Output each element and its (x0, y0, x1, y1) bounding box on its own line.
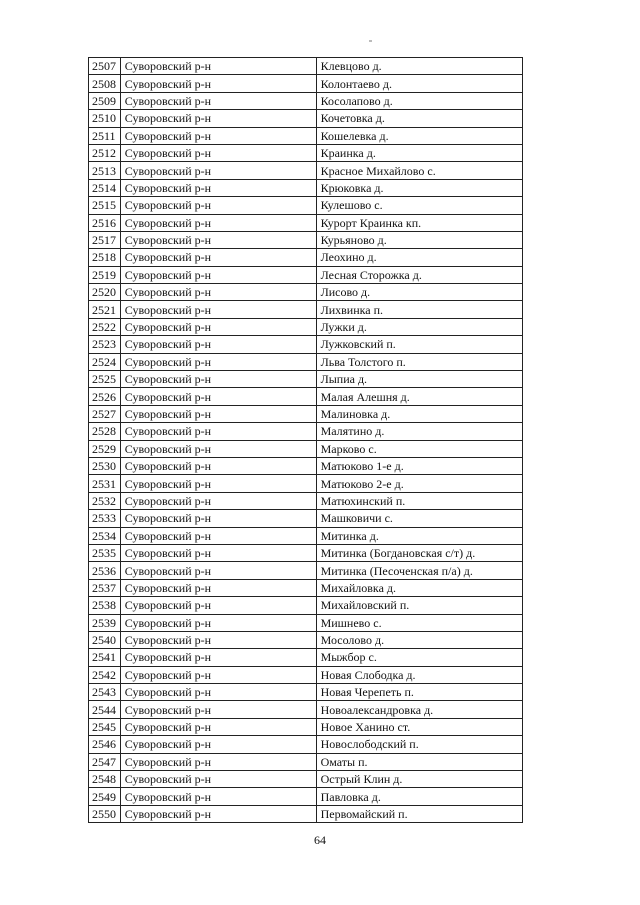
row-number-cell: 2517 (89, 231, 121, 248)
table-row (89, 805, 523, 822)
district-cell: Суворовский р-н (120, 457, 316, 474)
district-cell: Суворовский р-н (120, 318, 316, 335)
settlement-cell: Мосолово д. (316, 631, 522, 648)
table-row (89, 457, 523, 474)
table-row (89, 579, 523, 596)
settlement-cell: Краинка д. (316, 144, 522, 161)
district-cell: Суворовский р-н (120, 371, 316, 388)
district-cell: Суворовский р-н (120, 579, 316, 596)
table-row (89, 231, 523, 248)
district-cell: Суворовский р-н (120, 197, 316, 214)
table-row (89, 562, 523, 579)
settlement-cell: Лужковский п. (316, 336, 522, 353)
row-number-cell: 2514 (89, 179, 121, 196)
settlement-cell: Митинка (Богдановская с/т) д. (316, 544, 522, 561)
row-number-cell: 2544 (89, 701, 121, 718)
district-cell: Суворовский р-н (120, 179, 316, 196)
row-number-cell: 2522 (89, 318, 121, 335)
row-number-cell: 2507 (89, 58, 121, 75)
settlement-cell: Малиновка д. (316, 405, 522, 422)
settlement-cell: Новослободский п. (316, 736, 522, 753)
table-row (89, 440, 523, 457)
district-cell: Суворовский р-н (120, 214, 316, 231)
settlement-cell: Павловка д. (316, 788, 522, 805)
row-number-cell: 2534 (89, 527, 121, 544)
district-cell: Суворовский р-н (120, 701, 316, 718)
settlement-cell: Матюково 1-е д. (316, 457, 522, 474)
row-number-cell: 2547 (89, 753, 121, 770)
settlement-cell: Лихвинка п. (316, 301, 522, 318)
settlement-cell: Косолапово д. (316, 92, 522, 109)
table-row (89, 214, 523, 231)
district-cell: Суворовский р-н (120, 788, 316, 805)
settlement-cell: Лужки д. (316, 318, 522, 335)
row-number-cell: 2518 (89, 249, 121, 266)
row-number-cell: 2533 (89, 510, 121, 527)
settlement-cell: Михайловский п. (316, 597, 522, 614)
district-cell: Суворовский р-н (120, 597, 316, 614)
district-cell: Суворовский р-н (120, 336, 316, 353)
table-row (89, 510, 523, 527)
table-row (89, 788, 523, 805)
settlement-cell: Михайловка д. (316, 579, 522, 596)
table-row (89, 631, 523, 648)
settlement-cell: Малятино д. (316, 423, 522, 440)
table-row (89, 162, 523, 179)
district-cell: Суворовский р-н (120, 92, 316, 109)
district-cell: Суворовский р-н (120, 771, 316, 788)
table-row (89, 92, 523, 109)
district-cell: Суворовский р-н (120, 249, 316, 266)
settlement-cell: Кулешово с. (316, 197, 522, 214)
row-number-cell: 2520 (89, 284, 121, 301)
table-row (89, 58, 523, 75)
row-number-cell: 2524 (89, 353, 121, 370)
settlement-cell: Красное Михайлово с. (316, 162, 522, 179)
settlement-cell: Кошелевка д. (316, 127, 522, 144)
row-number-cell: 2550 (89, 805, 121, 822)
row-number-cell: 2543 (89, 684, 121, 701)
table-row (89, 597, 523, 614)
district-cell: Суворовский р-н (120, 266, 316, 283)
row-number-cell: 2536 (89, 562, 121, 579)
settlement-cell: Острый Клин д. (316, 771, 522, 788)
table-row (89, 110, 523, 127)
settlement-cell: Митинка (Песоченская п/а) д. (316, 562, 522, 579)
settlement-cell: Матюхинский п. (316, 492, 522, 509)
row-number-cell: 2530 (89, 457, 121, 474)
row-number-cell: 2515 (89, 197, 121, 214)
district-cell: Суворовский р-н (120, 562, 316, 579)
district-cell: Суворовский р-н (120, 301, 316, 318)
settlement-cell: Новая Черепеть п. (316, 684, 522, 701)
district-cell: Суворовский р-н (120, 144, 316, 161)
district-cell: Суворовский р-н (120, 353, 316, 370)
district-cell: Суворовский р-н (120, 110, 316, 127)
table-body (89, 58, 523, 823)
row-number-cell: 2529 (89, 440, 121, 457)
table-row (89, 388, 523, 405)
settlement-cell: Оматы п. (316, 753, 522, 770)
table-row (89, 771, 523, 788)
row-number-cell: 2509 (89, 92, 121, 109)
row-number-cell: 2510 (89, 110, 121, 127)
settlement-cell: Леохино д. (316, 249, 522, 266)
table-row (89, 614, 523, 631)
table-row (89, 475, 523, 492)
district-cell: Суворовский р-н (120, 388, 316, 405)
row-number-cell: 2511 (89, 127, 121, 144)
row-number-cell: 2537 (89, 579, 121, 596)
settlement-cell: Новоалександровка д. (316, 701, 522, 718)
table-row (89, 649, 523, 666)
row-number-cell: 2532 (89, 492, 121, 509)
district-cell: Суворовский р-н (120, 718, 316, 735)
settlement-cell: Марково с. (316, 440, 522, 457)
district-cell: Суворовский р-н (120, 423, 316, 440)
settlement-cell: Мишнево с. (316, 614, 522, 631)
table-row (89, 197, 523, 214)
row-number-cell: 2542 (89, 666, 121, 683)
table-row (89, 753, 523, 770)
settlement-cell: Новое Ханино ст. (316, 718, 522, 735)
table-row (89, 336, 523, 353)
district-cell: Суворовский р-н (120, 614, 316, 631)
district-cell: Суворовский р-н (120, 440, 316, 457)
page-number: 64 (314, 833, 326, 847)
table-row (89, 127, 523, 144)
district-cell: Суворовский р-н (120, 736, 316, 753)
table-row (89, 301, 523, 318)
row-number-cell: 2548 (89, 771, 121, 788)
row-number-cell: 2525 (89, 371, 121, 388)
settlement-cell: Лыпиа д. (316, 371, 522, 388)
district-cell: Суворовский р-н (120, 684, 316, 701)
district-cell: Суворовский р-н (120, 475, 316, 492)
settlement-cell: Мыжбор с. (316, 649, 522, 666)
district-cell: Суворовский р-н (120, 666, 316, 683)
settlement-cell: Курьяново д. (316, 231, 522, 248)
table-row (89, 179, 523, 196)
table-row (89, 423, 523, 440)
table-row (89, 353, 523, 370)
district-cell: Суворовский р-н (120, 58, 316, 75)
settlement-cell: Машковичи с. (316, 510, 522, 527)
table-row (89, 318, 523, 335)
row-number-cell: 2549 (89, 788, 121, 805)
row-number-cell: 2508 (89, 75, 121, 92)
district-cell: Суворовский р-н (120, 544, 316, 561)
settlement-cell: Льва Толстого п. (316, 353, 522, 370)
row-number-cell: 2527 (89, 405, 121, 422)
row-number-cell: 2516 (89, 214, 121, 231)
settlement-cell: Крюковка д. (316, 179, 522, 196)
scan-speck (369, 40, 372, 42)
district-cell: Суворовский р-н (120, 527, 316, 544)
row-number-cell: 2521 (89, 301, 121, 318)
settlement-cell: Клевцово д. (316, 58, 522, 75)
district-cell: Суворовский р-н (120, 284, 316, 301)
table-row (89, 371, 523, 388)
district-cell: Суворовский р-н (120, 127, 316, 144)
settlement-cell: Курорт Краинка кп. (316, 214, 522, 231)
settlement-cell: Митинка д. (316, 527, 522, 544)
table-row (89, 666, 523, 683)
row-number-cell: 2541 (89, 649, 121, 666)
settlements-table (88, 57, 523, 823)
table-row (89, 266, 523, 283)
settlement-cell: Первомайский п. (316, 805, 522, 822)
settlement-cell: Новая Слободка д. (316, 666, 522, 683)
table-row (89, 527, 523, 544)
table-row (89, 701, 523, 718)
table-row (89, 284, 523, 301)
table-row (89, 736, 523, 753)
table-row (89, 718, 523, 735)
table-row (89, 544, 523, 561)
row-number-cell: 2546 (89, 736, 121, 753)
settlement-cell: Кочетовка д. (316, 110, 522, 127)
table-row (89, 492, 523, 509)
settlement-cell: Колонтаево д. (316, 75, 522, 92)
district-cell: Суворовский р-н (120, 753, 316, 770)
district-cell: Суворовский р-н (120, 492, 316, 509)
table-row (89, 144, 523, 161)
row-number-cell: 2528 (89, 423, 121, 440)
row-number-cell: 2526 (89, 388, 121, 405)
district-cell: Суворовский р-н (120, 805, 316, 822)
row-number-cell: 2513 (89, 162, 121, 179)
row-number-cell: 2538 (89, 597, 121, 614)
district-cell: Суворовский р-н (120, 75, 316, 92)
district-cell: Суворовский р-н (120, 510, 316, 527)
row-number-cell: 2519 (89, 266, 121, 283)
settlement-cell: Матюково 2-е д. (316, 475, 522, 492)
district-cell: Суворовский р-н (120, 631, 316, 648)
district-cell: Суворовский р-н (120, 231, 316, 248)
table-row (89, 75, 523, 92)
row-number-cell: 2523 (89, 336, 121, 353)
row-number-cell: 2535 (89, 544, 121, 561)
district-cell: Суворовский р-н (120, 649, 316, 666)
row-number-cell: 2545 (89, 718, 121, 735)
row-number-cell: 2539 (89, 614, 121, 631)
table-row (89, 684, 523, 701)
district-cell: Суворовский р-н (120, 162, 316, 179)
settlement-cell: Малая Алешня д. (316, 388, 522, 405)
table-row (89, 249, 523, 266)
district-cell: Суворовский р-н (120, 405, 316, 422)
settlement-cell: Лисово д. (316, 284, 522, 301)
row-number-cell: 2512 (89, 144, 121, 161)
settlement-cell: Лесная Сторожка д. (316, 266, 522, 283)
table-row (89, 405, 523, 422)
row-number-cell: 2531 (89, 475, 121, 492)
row-number-cell: 2540 (89, 631, 121, 648)
